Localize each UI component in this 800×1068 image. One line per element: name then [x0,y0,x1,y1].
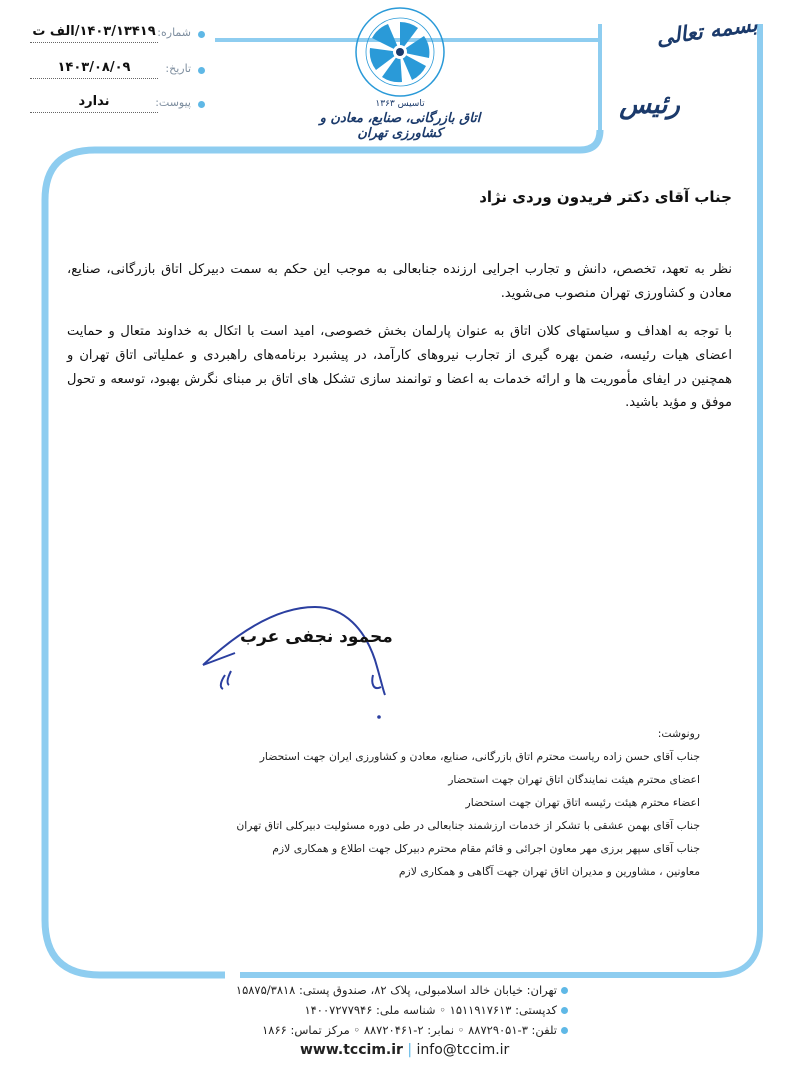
cc-item: اعضای محترم هیئت نمایندگان اتاق تهران جهت استحضار [448,773,700,786]
bullet-dot-icon [561,987,568,994]
letter-attachment-label: پیوست: [155,96,191,109]
footer-ids [304,1003,568,1017]
letter-attachment-value: ندارد [78,94,110,109]
bullet-dot-icon [198,101,205,108]
letter-paragraph-2 [67,320,732,415]
bullet-dot-icon [561,1027,568,1034]
letter-date-label: تاریخ: [165,62,191,75]
letter-recipient: جناب آقای دکتر فریدون وردی نژاد [479,188,732,206]
bullet-dot-icon [198,67,205,74]
handwritten-signature [195,595,425,730]
bismillah-heading: بسمه تعالی [655,11,760,50]
cc-item: جناب آقای سپهر برزی مهر معاون اجرائی و قائم مقام محترم دبیرکل جهت اطلاع و همکاری لازم [272,842,700,855]
letter-number-value: ۱۴۰۳/۱۳۴۱۹/الف ت [32,24,156,39]
email-link[interactable]: info@tccim.ir [416,1042,510,1058]
cc-item: معاونین ، مشاورین و مدیران اتاق تهران جهت آگاهی و همکاری لازم [398,865,700,878]
footer-phones [262,1023,568,1037]
organization-name: اتاق بازرگانی، صنایع، معادن و کشاورزی تهران [319,111,481,141]
footer-ids-text: کدپستی: ۱۵۱۱۹۱۷۶۱۳ ◦ شناسه ملی: ۱۴۰۰۷۲۷۷۹۴۶ [304,1003,557,1017]
cc-list [140,722,700,883]
bullet-dot-icon [561,1007,568,1014]
cc-item: جناب آقای بهمن عشقی با تشکر از خدمات ارزشمند جنابعالی در طی دوره مسئولیت دبیرکلی اتاق تهران [236,819,700,832]
paragraph-line: همچنین در ایفای مأموریت ها و ارائه خدمات به اعضا و توانمند سازی تشکل های اتاق بر مبنای نگرش بهبود، توسعه و تحول [67,371,732,387]
cc-title: رونوشت: [657,727,700,740]
paragraph-line: نظر به تعهد، تخصص، دانش و تجارب اجرایی ارزنده جنابعالی به موجب این حکم به سمت دبیرکل اتاق بازرگانی، صنایع، [67,262,732,277]
cc-item: جناب آقای حسن زاده ریاست محترم اتاق بازرگانی، صنایع، معادن و کشاورزی ایران جهت استحضار [259,750,700,763]
letter-attachment-field [30,96,205,116]
paragraph-line: اعضای هیات رئیسه، ضمن بهره گیری از تجارب نیروهای کارآمد، در پیشبرد برنامه‌های راهبردی و عملیاتی اتاق تهران و [67,347,732,363]
signatory-name: محمود نجفی عرب [240,627,393,647]
cc-item: اعضاء محترم هیئت رئیسه اتاق تهران جهت استحضار [465,796,700,809]
website-link[interactable]: www.tccim.ir [300,1042,403,1058]
letter-paragraph-1 [67,258,732,306]
letter-date-field [30,62,205,82]
footer-address [236,983,568,997]
chamber-logo-icon [352,4,448,100]
footer-address-text: تهران: خیابان خالد اسلامبولی، پلاک ۸۲، صندوق پستی: ۱۵۸۷۵/۳۸۱۸ [235,983,557,997]
letter-number-label: شماره: [157,26,191,39]
paragraph-line: موفق و مؤید باشید. [625,395,732,411]
established-year: تاسیس ۱۳۶۳ [375,99,425,109]
paragraph-line: معادن و کشاورزی تهران منصوب می‌شوید. [500,285,732,301]
bullet-dot-icon [198,31,205,38]
letter-date-value: ۱۴۰۳/۰۸/۰۹ [57,60,131,75]
footer-web: www.tccim.ir | info@tccim.ir [300,1042,510,1058]
paragraph-line: با توجه به اهداف و سیاستهای کلان اتاق به عنوان پارلمان بخش خصوصی، امید است با اتکال به خداوند متعال و حمایت [67,324,732,339]
footer-phones-text: تلفن: ۳-۸۸۷۲۹۰۵۱ ◦ نمابر: ۲-۸۸۷۲۰۴۶۱ ◦ مرکز تماس: ۱۸۶۶ [262,1023,557,1037]
letter-number-field [30,26,205,46]
president-heading: رئیس [619,90,680,120]
